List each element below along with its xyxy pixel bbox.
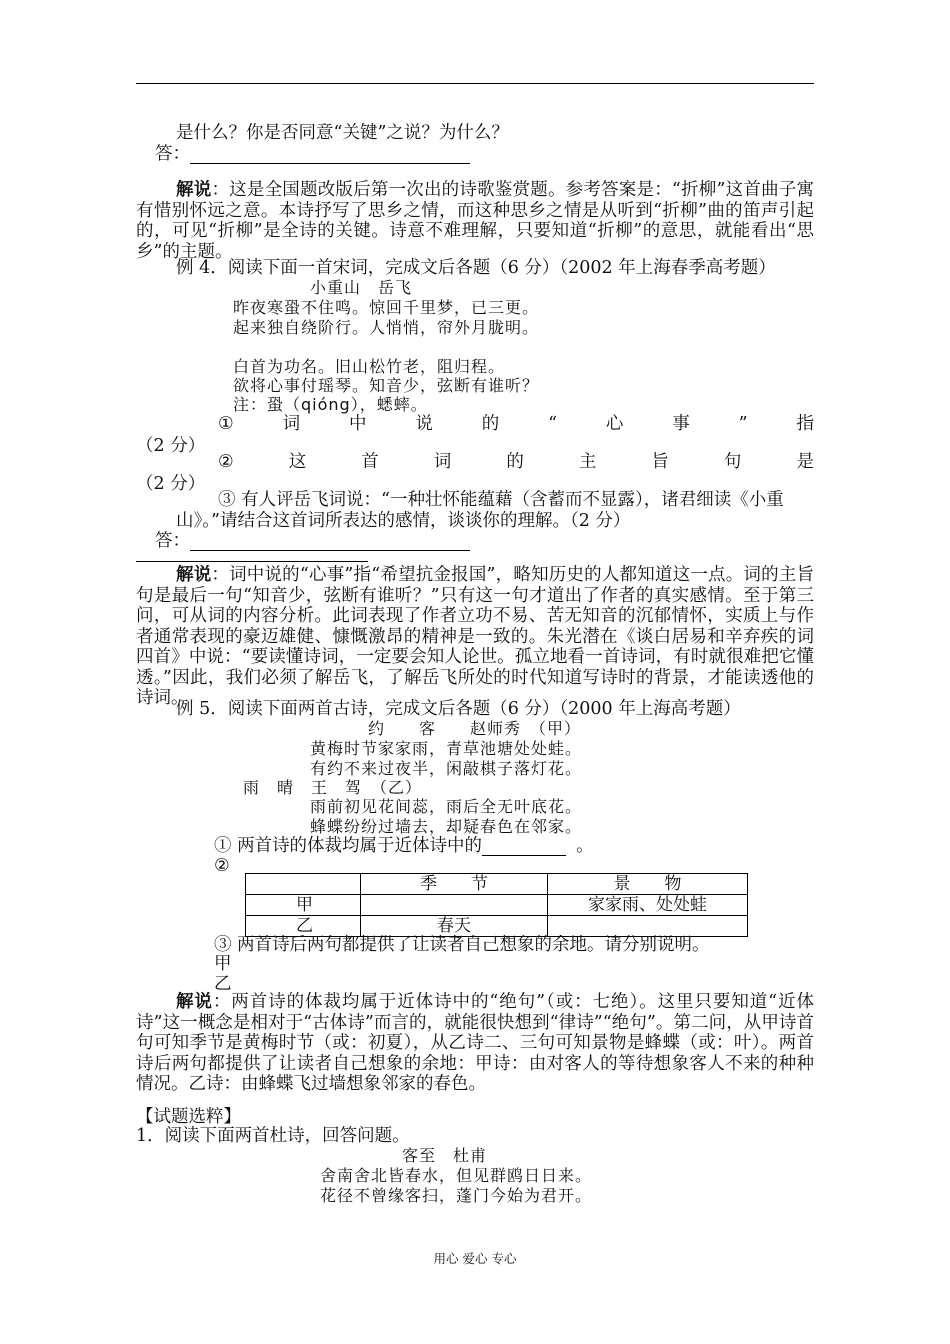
q-word: 的 <box>481 414 500 434</box>
table-cell: 季 节 <box>361 874 548 895</box>
example-heading: 例 4．阅读下面一首宋词，完成文后各题（6 分）（2002 年上海春季高考题） <box>176 258 776 278</box>
q-word: 这 <box>288 452 307 472</box>
explanation-text: ：词中说的“心事”指“希望抗金报国”，略知历史的人都知道这一点。词的主旨句是最后一句“知音少，弦断有谁听？”只有这一句才道出了作者的真实感情。至于第三问，可从词的内容分析。此词表现了作者立功不易、苦无知音的沉郁情怀，实质上与作者通常表现的豪迈雄健、慷慨激昂的精神是一致的。朱光潜在《谈白居易和辛弃疾的词四首》中说：“要读懂诗词，一定要会知人论世。孤立地看一首诗词，有时就很难把它懂透。”因此，我们必须了解岳飞，了解岳飞所处的时代知道写诗时的背景，才能读透他的诗词。 <box>136 565 814 708</box>
poem-line: 昨夜寒蛩不住鸣。惊回千里梦，已三更。 <box>233 298 540 317</box>
answer-line <box>155 531 470 551</box>
explanation-text: ：这是全国题改版后第一次出的诗歌鉴赏题。参考答案是：“折柳”这首曲子寓有惜别怀远之意。本诗抒写了思乡之情，而这种思乡之情是从听到“折柳”曲的笛声引起的，可见“折柳”是全诗的关键。诗意不难理解，只要知道“折柳”的意思，就能看出“思乡”的主题。 <box>136 180 815 262</box>
answer-blank <box>482 855 566 856</box>
q-word: 首 <box>361 452 379 472</box>
answer-line <box>155 144 470 164</box>
question-text: ① 两首诗的体裁均属于近体诗中的 <box>214 836 483 856</box>
q-word: 说 <box>415 414 433 434</box>
answer-label: 乙 <box>214 974 232 994</box>
answer-blank <box>190 550 470 551</box>
answer-label: 答： <box>155 144 190 164</box>
table-cell: 甲 <box>246 895 361 916</box>
poem-line: 舍南舍北皆春水，但见群鸥日日来。 <box>320 1166 593 1185</box>
question-text: 。 <box>576 836 594 856</box>
q-word: 事 <box>672 414 690 434</box>
question-line <box>218 414 814 434</box>
explanation-label: 解说 <box>176 565 212 585</box>
q-word: ” <box>738 414 748 434</box>
explanation-text: ：两首诗的体裁均属于近体诗中的“绝句”（或：七绝）。这里只要知道“近体诗”这一概念是相对于“古体诗”而言的，就能很快想到“律诗”“绝句”。第二问，从甲诗首句可知季节是黄梅时节（或：初夏），从乙诗二、三句可知景物是蜂蝶（或：叶）。两首诗后两句都提供了让读者自己想象的余地：甲诗：由对客人的等待想象客人不来的种种情况。乙诗：由蜂蝶飞过墙想象邻家的春色。 <box>136 992 814 1094</box>
explanation-label: 解说 <box>176 992 213 1012</box>
poem-line: 有约不来过夜半，闲敲棋子落灯花。 <box>310 759 583 778</box>
poem-title: 约 客 赵师秀 （甲） <box>368 719 582 738</box>
q-word: ② <box>218 452 234 472</box>
table-row <box>246 895 748 916</box>
question-line <box>218 452 814 472</box>
poem-line: 雨前初见花间蕊，雨后全无叶底花。 <box>310 797 583 816</box>
q-word: 旨 <box>651 452 669 472</box>
question-label: ② <box>214 856 230 876</box>
question-line <box>214 836 594 856</box>
question-score: （2 分） <box>136 474 206 494</box>
answer-table <box>245 873 748 937</box>
q-word: 主 <box>578 452 597 472</box>
q-word: ① <box>218 414 234 434</box>
q-word: 句 <box>723 452 742 472</box>
question-text: ③ 两首诗后两句都提供了让读者自己想象的余地。请分别说明。 <box>214 935 710 955</box>
poem-title: 客至 杜甫 <box>402 1146 488 1165</box>
poem-line: 花径不曾缘客扫，蓬门今始为君开。 <box>320 1186 593 1205</box>
answer-blank <box>136 561 368 562</box>
question-score: （2 分） <box>136 436 206 456</box>
header-rule <box>136 83 814 84</box>
explanation-paragraph <box>136 180 814 262</box>
q-word: “ <box>548 414 558 434</box>
table-cell: 景 物 <box>548 874 748 895</box>
poem-line: 蜂蝶纷纷过墙去，却疑春色在邻家。 <box>310 817 583 836</box>
q-word: 心 <box>605 414 624 434</box>
table-cell <box>246 874 361 895</box>
page-footer: 用心 爱心 专心 <box>433 1251 517 1266</box>
q-word: 词 <box>433 452 452 472</box>
poem-note: 注：蛩（qióng），蟋蟀。 <box>233 395 428 414</box>
answer-blank <box>190 163 470 164</box>
explanation-label: 解说 <box>176 180 212 200</box>
section-heading: 【试题选粹】 <box>136 1107 241 1127</box>
table-row <box>246 916 748 937</box>
question-text: 山》。”请结合这首词所表达的感情，谈谈你的理解。（2 分） <box>176 511 631 531</box>
question-text: 1．阅读下面两首杜诗，回答问题。 <box>136 1126 410 1146</box>
question-text: 是什么？你是否同意“关键”之说？为什么？ <box>176 123 509 143</box>
table-cell: 春天 <box>361 916 548 937</box>
q-word: 词 <box>282 414 301 434</box>
answer-label: 甲 <box>214 954 232 974</box>
explanation-paragraph <box>136 992 814 1095</box>
example-heading: 例 5．阅读下面两首古诗，完成文后各题（6 分）（2000 年上海高考题） <box>176 699 741 719</box>
poem-line: 起来独自绕阶行。人悄悄，帘外月胧明。 <box>233 318 540 337</box>
table-cell: 乙 <box>246 916 361 937</box>
q-word: 中 <box>348 414 367 434</box>
question-text: ③ 有人评岳飞词说：“一种壮怀能蕴藉（含蓄而不显露），诸君细读《小重 <box>218 490 784 510</box>
table-cell: 家家雨、处处蛙 <box>548 895 748 916</box>
table-cell <box>548 916 748 937</box>
answer-label: 答： <box>155 531 190 551</box>
poem-line: 欲将心事付瑶琴。知音少，弦断有谁听？ <box>233 376 540 395</box>
poem-line: 黄梅时节家家雨，青草池塘处处蛙。 <box>310 739 583 758</box>
q-word: 的 <box>506 452 524 472</box>
table-cell <box>361 895 548 916</box>
q-word: 指 <box>796 414 814 434</box>
explanation-paragraph <box>136 565 814 709</box>
q-word: 是 <box>796 452 814 472</box>
table-header-row <box>246 874 748 895</box>
poem-title: 雨 晴 王 驾 （乙） <box>243 778 423 797</box>
poem-line: 白首为功名。旧山松竹老，阻归程。 <box>233 357 506 376</box>
poem-title: 小重山 岳飞 <box>310 278 413 297</box>
